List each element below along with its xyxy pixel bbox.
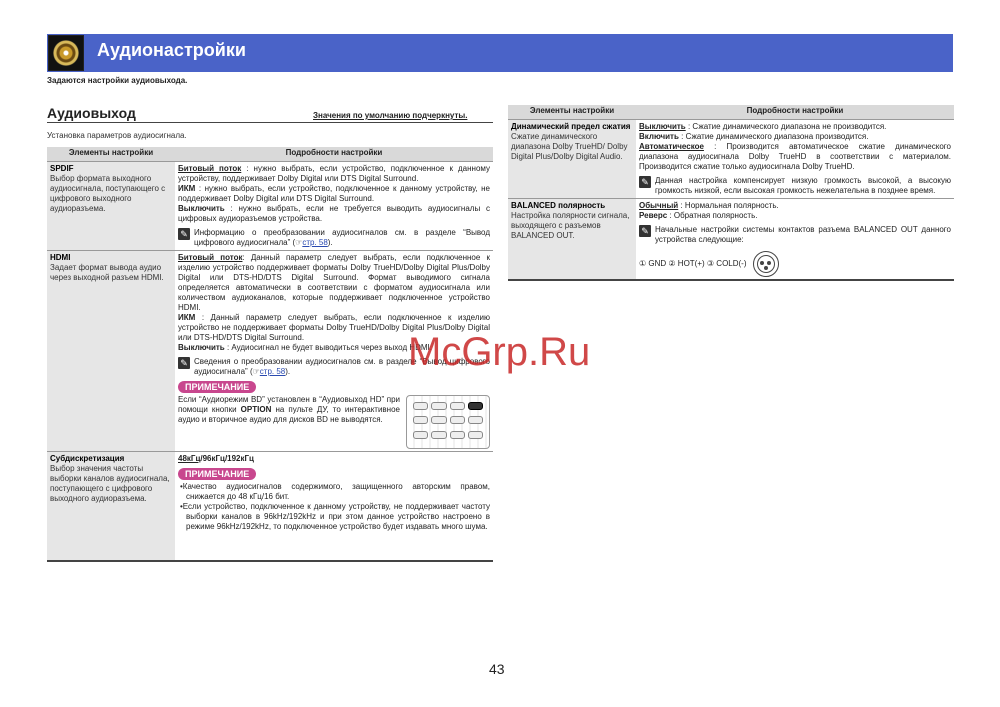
option-text: : Обратная полярность. (669, 211, 758, 220)
list-item: •Качество аудиосигналов содержимого, защищенного авторским правом, снижается до 48 кГц/16 бит. (180, 482, 490, 501)
note-text: Начальные настройки системы контактов разъема BALANCED OUT данного устройства следующие: (655, 225, 951, 244)
page-link[interactable]: стр. 58 (302, 238, 328, 247)
pencil-icon: ✎ (639, 225, 651, 237)
remark-text: на пульте ДУ, то интерактивное аудио и вторичное аудио для дисков BD не выводятся. (178, 405, 400, 424)
option-text: : нужно выбрать, если устройство, подключенное к данному устройству, не поддерживает Dolby Digital или DTS Digital Surround. (178, 184, 490, 203)
remote-button (468, 416, 483, 424)
option-text: : Производится автоматическое сжатие динамического диапазона аудиосигнала Dolby TrueHD в соответствии с материалом. Производится сжатие только аудиосигнала Dolby TrueHD. (639, 142, 951, 171)
column-header-items: Элементы настройки (508, 105, 636, 120)
column-header-details: Подробности настройки (175, 147, 493, 162)
watermark: McGrp.Ru (408, 330, 591, 374)
setting-desc-hdmi: Задает формат вывода аудио через выходной разъем HDMI. (50, 263, 164, 282)
remote-button (431, 416, 446, 424)
option-text: : Данный параметр следует выбрать, если подключенное к изделию устройство не поддерживает форматы Dolby TrueHD/Dolby Digital Plus/Dolby Digital или DTS-HD/DTS Digital Surround. (178, 313, 490, 342)
note-badge: ПРИМЕЧАНИЕ (178, 381, 256, 393)
section-divider (47, 122, 493, 123)
option-text: : Сжатие динамического диапазона производится. (681, 132, 869, 141)
setting-desc-spdif: Выбор формата выходного аудиосигнала, поступающего с цифрового выходного аудиоразъема. (50, 174, 166, 213)
option-text: : нужно выбрать, если не требуется выводить аудиосигналы с цифровых аудиоразъемов устройства. (178, 204, 490, 223)
remote-button (450, 416, 465, 424)
note-end: ). (327, 238, 333, 247)
book-icon: ☞ (295, 238, 303, 247)
setting-desc-drc: Сжатие динамического диапазона Dolby TrueHD/ Dolby Digital Plus/Dolby Digital Audio. (511, 132, 628, 161)
remote-button (413, 431, 428, 439)
option-label: Выключить (178, 343, 225, 352)
right-settings-table (508, 105, 954, 281)
column-header-details: Подробности настройки (636, 105, 954, 120)
setting-name-drc: Динамический предел сжатия (511, 122, 631, 131)
remote-button (450, 402, 465, 410)
page-link[interactable]: стр. 58 (259, 367, 286, 376)
option-label: Автоматическое (639, 142, 704, 151)
note-badge: ПРИМЕЧАНИЕ (178, 468, 256, 480)
pin-assignment-text: ① GND ② HOT(+) ③ COLD(-) (639, 259, 747, 268)
setting-desc-subsampling: Выбор значения частоты выборки каналов аудиосигнала, поступающего с цифрового выходного аудиоразъема. (50, 464, 170, 503)
option-text: : Сжатие динамического диапазона не производится. (687, 122, 887, 131)
remote-control-illustration (406, 395, 490, 449)
audio-settings-icon (48, 35, 84, 71)
option-label: ИКМ (178, 184, 196, 193)
option-text: : Аудиосигнал не будет выводиться через выход HDMI. (226, 343, 433, 352)
note-end: ). (285, 367, 291, 376)
book-icon: ☞ (252, 367, 260, 376)
option-text: : нужно выбрать, если устройство, подключенное к данному устройству, поддерживает Dolby Digital или DTS Digital Surround. (178, 164, 490, 183)
option-button-label: OPTION (240, 405, 272, 414)
page-title: Аудионастройки (97, 40, 246, 60)
pencil-icon: ✎ (178, 357, 190, 369)
setting-desc-balanced: Настройка полярности сигнала, выходящего с разъемов BALANCED OUT. (511, 211, 630, 240)
page-number: 43 (489, 661, 505, 677)
option-label: Битовый поток (178, 253, 243, 262)
section-title: Аудиовыход (47, 105, 136, 121)
option-label: ИКМ (178, 313, 196, 322)
remote-button (468, 431, 483, 439)
setting-name-hdmi: HDMI (50, 253, 71, 262)
remote-button (431, 402, 446, 410)
option-label: Битовый поток (178, 164, 242, 173)
pencil-icon: ✎ (178, 228, 190, 240)
remote-option-button (468, 402, 483, 410)
table-row-balanced (508, 199, 954, 281)
note-text: Сведения о преобразовании аудиосигналов см. в разделе “Вывод цифрового аудиосигнала” ( (194, 357, 490, 376)
column-header-items: Элементы настройки (47, 147, 175, 162)
table-row-subsampling (47, 452, 493, 562)
option-text: : Данный параметр следует выбрать, если подключенное к изделию устройство поддерживает форматы Dolby TrueHD/Dolby Digital Plus/Dolby Digital или DTS-HD/DTS Digital Surround. Формат выводимого сигнала определяется автоматически в соответствии с форматом аудиосигнала или количеством аудиоканалов, которые поддерживает подключенное устройство HDMI. (178, 253, 491, 312)
list-item: •Если устройство, подключенное к данному устройству, не поддерживает частоту выборки каналов в 96kHz/192kHz и при этом данное устройство настроено в режиме 96kHz/192kHz, то подключенное устройство будет издавать много шума. (180, 502, 490, 531)
table-row-drc (508, 120, 954, 199)
default-values-note: Значения по умолчанию подчеркнуты. (313, 111, 468, 120)
remote-button (450, 431, 465, 439)
page-subtitle: Задаются настройки аудиовыхода. (47, 76, 188, 85)
remote-button (431, 431, 446, 439)
setting-name-balanced: BALANCED полярность (511, 201, 606, 210)
remote-button (413, 402, 428, 410)
option-label: Обычный (639, 201, 679, 210)
setting-name-spdif: SPDIF (50, 164, 74, 173)
pencil-icon: ✎ (639, 176, 651, 188)
note-text: Данная настройка компенсирует низкую громкость высокой, а высокую громкость низкой, если высокая громкость нежелательна в позднее время. (655, 176, 951, 195)
xlr-connector-icon (753, 251, 779, 277)
setting-name-subsampling: Субдискретизация (50, 454, 125, 463)
section-description: Установка параметров аудиосигнала. (47, 131, 187, 140)
option-text: : Нормальная полярность. (680, 201, 779, 210)
remote-button (413, 416, 428, 424)
table-row-spdif (47, 162, 493, 251)
option-rest: /96кГц/192кГц (200, 454, 254, 463)
option-default: 48кГц (178, 454, 201, 463)
note-text: Информацию о преобразовании аудиосигналов см. в разделе “Вывод цифрового аудиосигнала” ( (194, 228, 490, 247)
remark-text: Если “Аудиорежим BD” установлен в “Аудиовыход HD” при помощи кнопки (178, 395, 400, 414)
option-label: Реверс (639, 211, 668, 220)
option-label: Выключить (178, 204, 225, 213)
option-label: Включить (639, 132, 679, 141)
option-label: Выключить (639, 122, 686, 131)
